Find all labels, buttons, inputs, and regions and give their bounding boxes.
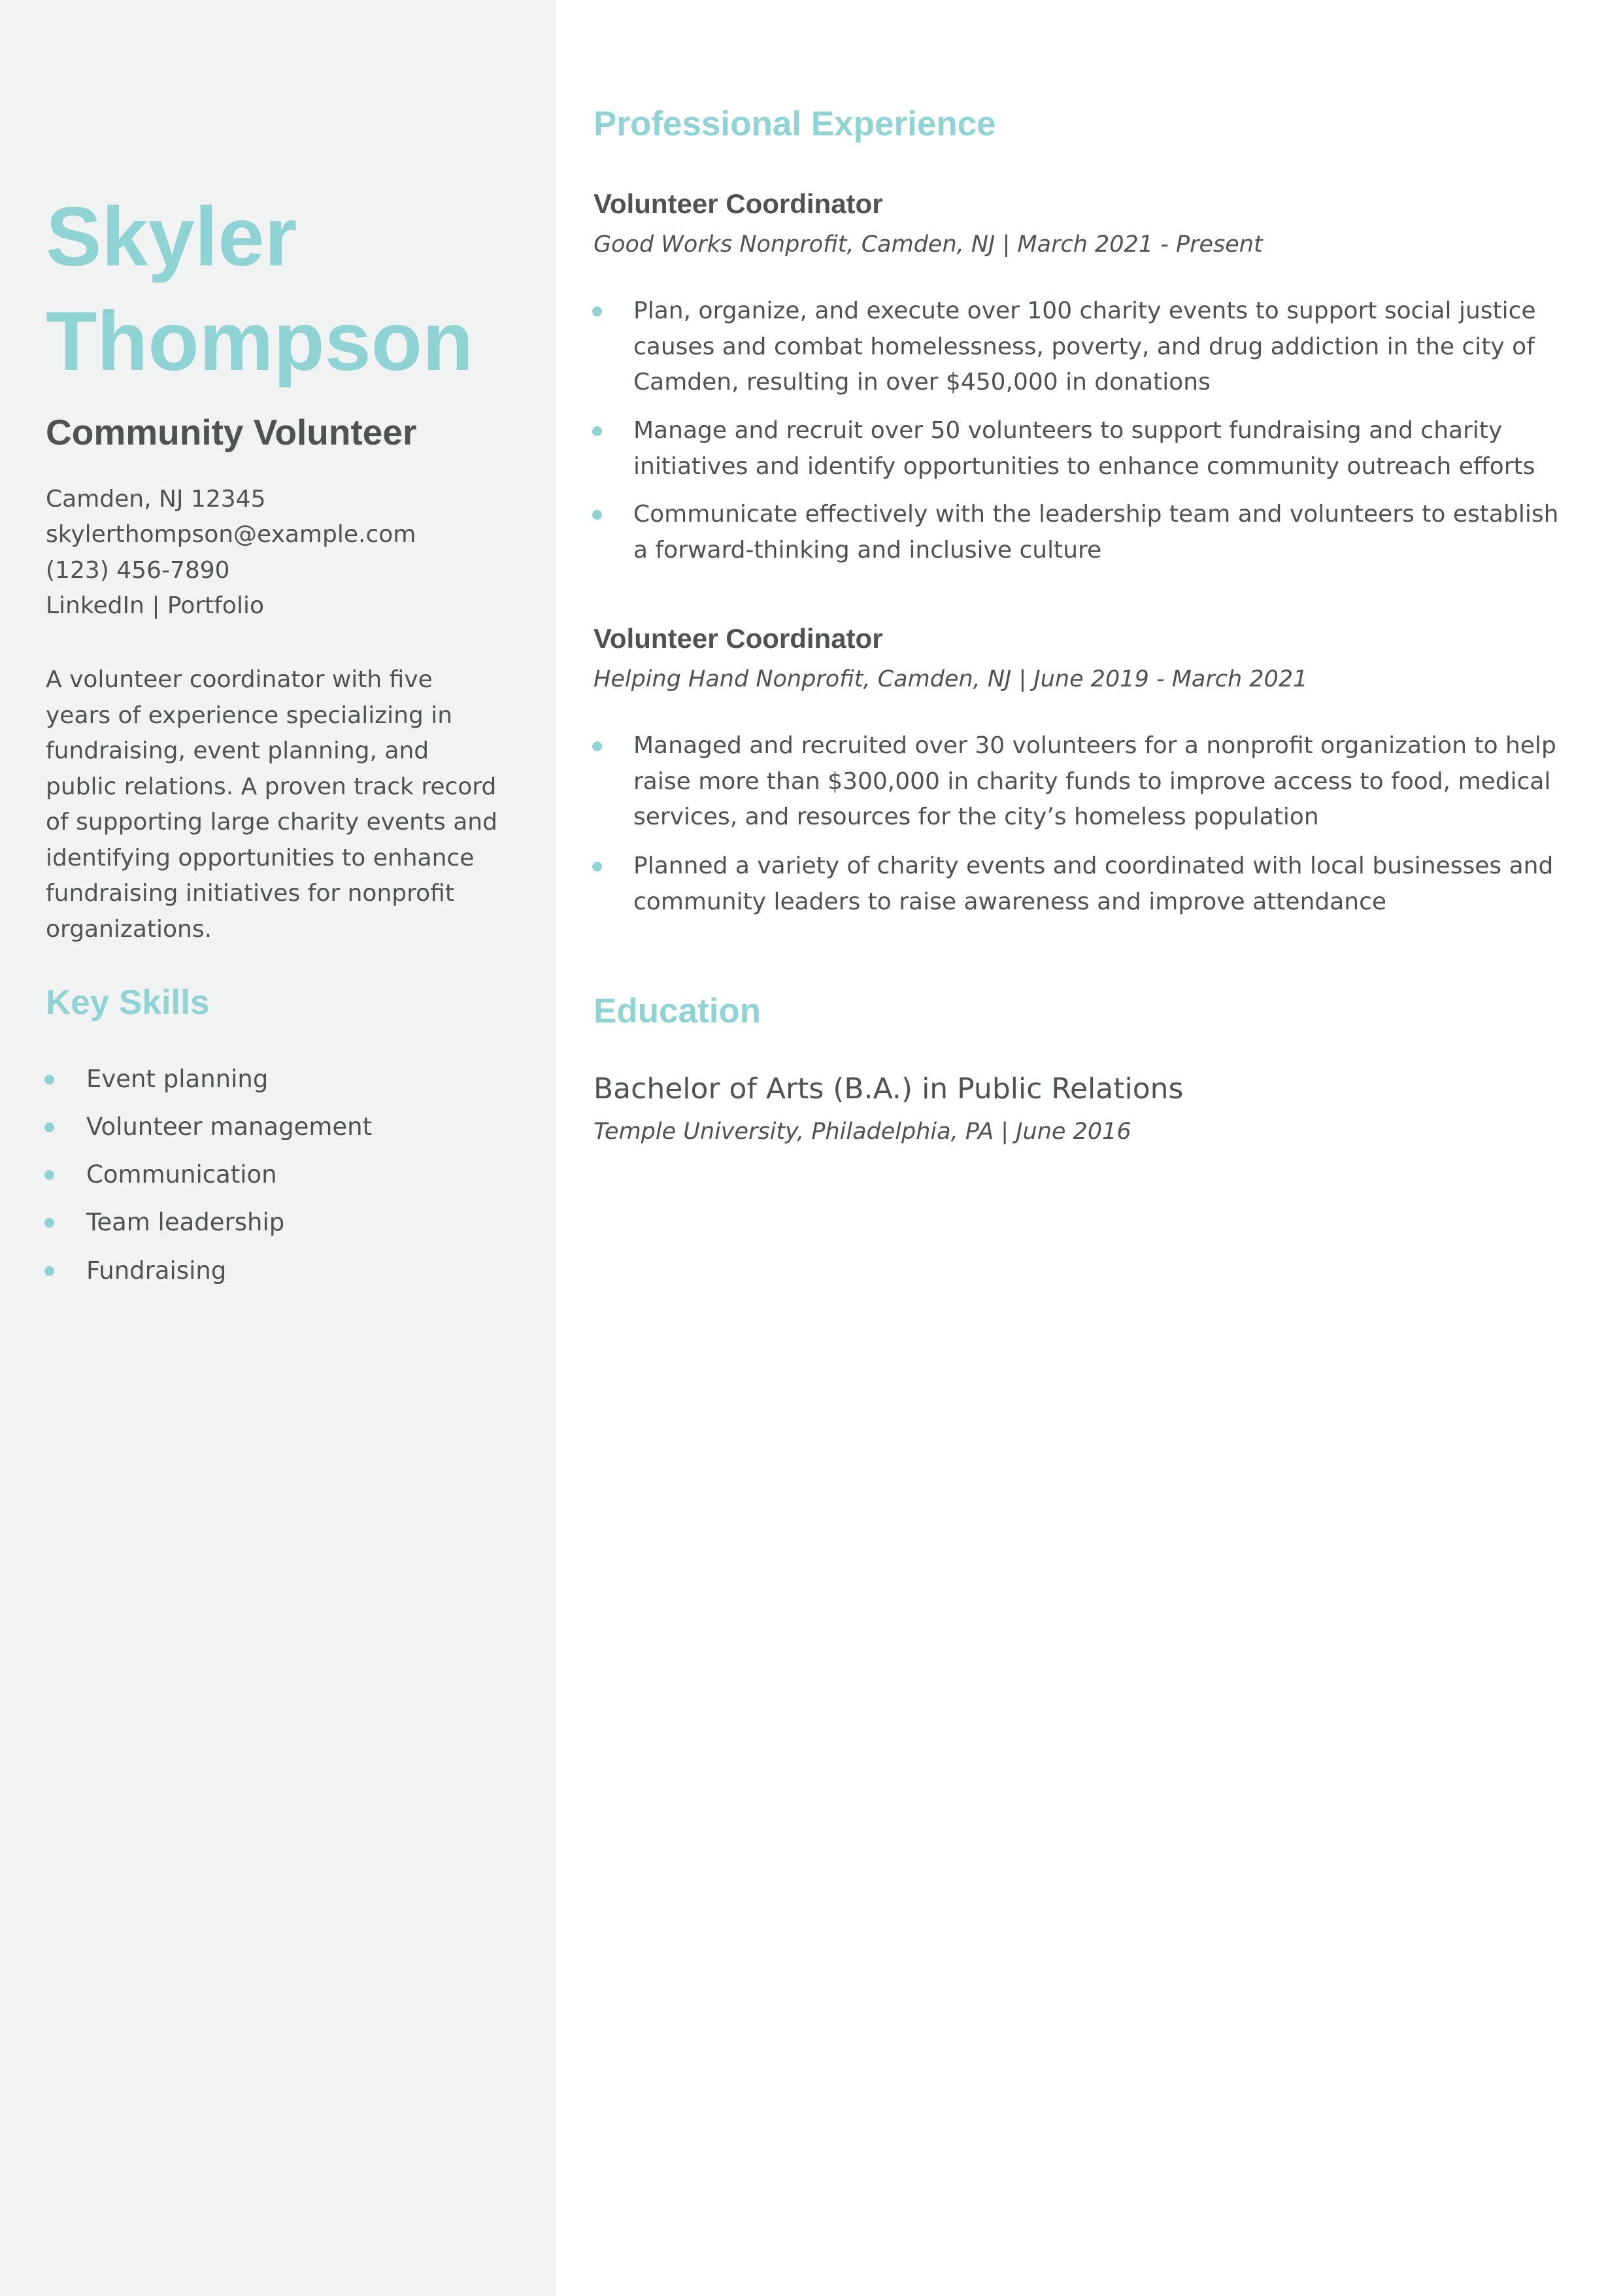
experience-heading: Professional Experience [594, 105, 996, 143]
contact-email[interactable]: skylerthompson@example.com [46, 521, 416, 548]
job-bullet: Manage and recruit over 50 volunteers to support fundraising and charity initiatives and identify opportunities to enhance community outreach efforts [633, 417, 1535, 480]
job-bullet: Plan, organize, and execute over 100 charity events to support social justice causes and combat homelessness, poverty, and drug addiction in the city of Camden, resulting in over $450,000 in donations [633, 297, 1536, 396]
job-role: Volunteer Coordinator [594, 188, 883, 219]
skill-item: Communication [86, 1160, 277, 1189]
job-bullet: Managed and recruited over 30 volunteers for a nonprofit organization to help raise more than $300,000 in charity funds to improve access to food, medical services, and resources for the city’s homeless population [633, 732, 1556, 830]
job-bullet: Communicate effectively with the leadership team and volunteers to establish a forward-thinking and inclusive culture [633, 501, 1559, 564]
skill-bullet-icon [44, 1075, 54, 1085]
job-bullet: Planned a variety of charity events and coordinated with local businesses and community leaders to raise awareness and improve attendance [633, 853, 1554, 915]
skill-bullet-icon [44, 1266, 54, 1276]
contact-links[interactable]: LinkedIn | Portfolio [46, 592, 264, 619]
job-meta: Helping Hand Nonprofit, Camden, NJ | June 2019 - March 2021 [594, 666, 1308, 692]
bullet-icon [592, 862, 602, 871]
contact-location: Camden, NJ 12345 [46, 486, 266, 513]
skill-item: Team leadership [86, 1208, 285, 1236]
job-meta: Good Works Nonprofit, Camden, NJ | March 2021 - Present [594, 231, 1263, 258]
education-heading: Education [594, 992, 761, 1030]
skill-bullet-icon [44, 1218, 54, 1228]
education-degree: Bachelor of Arts (B.A.) in Public Relations [594, 1072, 1184, 1106]
skill-bullet-icon [44, 1170, 54, 1180]
bullet-icon [592, 510, 602, 520]
bullet-icon [592, 741, 602, 751]
job-title: Community Volunteer [46, 412, 417, 452]
education-meta: Temple University, Philadelphia, PA | June 2016 [594, 1119, 1131, 1145]
skill-item: Event planning [86, 1065, 269, 1093]
skill-item: Fundraising [86, 1257, 227, 1285]
profile-summary: A volunteer coordinator with five years of experience specializing in fundraising, event planning, and public relations. A proven track record of supporting large charity events and identifying opportunities to enhance fundraising initiatives for nonprofit organizations. [46, 666, 497, 943]
skill-bullet-icon [44, 1123, 54, 1132]
skills-heading: Key Skills [46, 983, 210, 1022]
contact-phone[interactable]: (123) 456-7890 [46, 557, 230, 584]
bullet-icon [592, 426, 602, 436]
job-role: Volunteer Coordinator [594, 623, 883, 654]
skill-item: Volunteer management [86, 1113, 373, 1141]
bullet-icon [592, 307, 602, 316]
last-name: Thompson [46, 295, 474, 388]
first-name: Skyler [46, 190, 297, 284]
